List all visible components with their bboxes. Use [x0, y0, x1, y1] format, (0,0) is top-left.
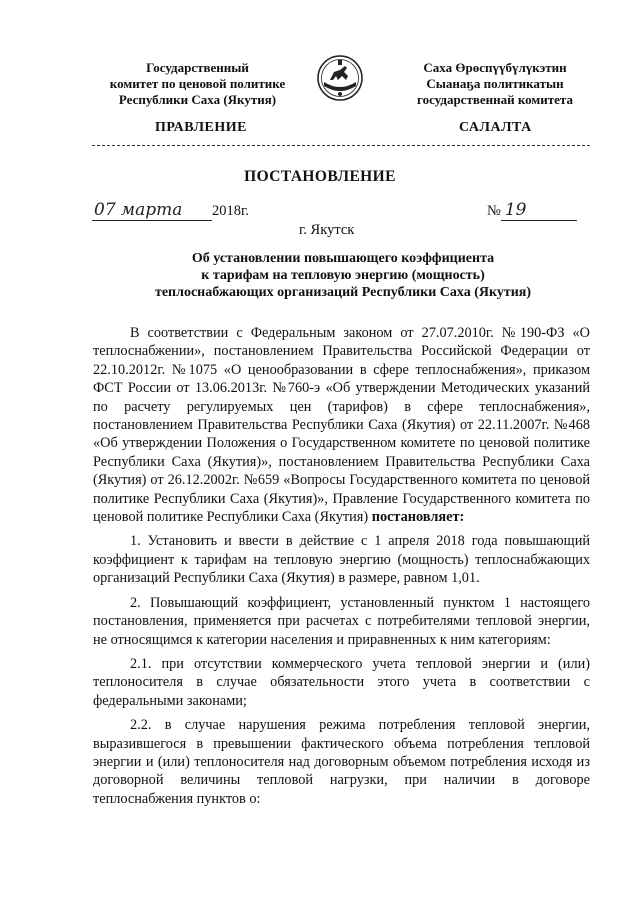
subject-line: Об установлении повышающего коэффициента — [191, 251, 495, 266]
clause-paragraph: 1. Установить и ввести в действие с 1 апреля 2018 года повышающий коэффициент к тарифам на тепловую энергию (мощность) теплоснабжающих организаций Республики Саха (Якутия) в размере, равном 1,01. — [93, 533, 590, 587]
handwritten-date: 07 марта — [92, 200, 212, 221]
clause-paragraph: 2. Повышающий коэффициент, установленный пунктом 1 настоящего постановления, применяется при расчетах с потребителями тепловой энергии, не относящимся к категории населения и приравненных к ним категориям: — [93, 594, 590, 648]
number-line — [487, 200, 577, 221]
header-left-line: Государственный — [146, 60, 249, 75]
handwritten-number: 19 — [501, 200, 577, 221]
header-left-line: комитет по ценовой политике — [109, 76, 286, 91]
header-right-line: Сыанаҕа политикатын — [426, 76, 564, 91]
header-left-line: Республики Саха (Якутия) — [118, 92, 277, 107]
header-right-line: Саха Өрөспүүбүлүкэтин — [423, 60, 567, 75]
coat-of-arms-icon — [316, 52, 364, 104]
clause-paragraph: 2.2. в случае нарушения режима потребления тепловой энергии, выразившегося в превышении фактического объема потребления тепловой энергии и (или) теплоносителя над договорным объемом потребления исходя из договорной величины тепловой нагрузки, при наличии в договоре теплоснабжения пунктов о: — [93, 717, 590, 807]
header-divider — [92, 145, 590, 146]
header-right-block — [390, 60, 600, 108]
date-line — [92, 200, 249, 221]
preamble-text: В соответствии с Федеральным законом от 27.07.2010г. №190-ФЗ «О теплоснабжении», постановлением Правительства Российской Федерации от 22.10.2012г. №1075 «О ценообразовании в сфере теплоснабжения», приказом ФСТ России от 13.06.2013г. №760-э «Об утверждении Методических указаний по расчету регулируемых цен (тарифов) в сфере теплоснабжения», постановлением Правительства Республики Саха (Якутия) от 22.11.2007г. №468 «Об утверждении Положения о Государственном комитете по ценовой политике Республики Саха (Якутия)», постановлением Правительства Республики Саха (Якутия) от 26.12.2002г. №659 «Вопросы Государственного комитета по ценовой политике Республики Саха (Якутия)», Правление Государственного комитета по ценовой политике Республики Саха (Якутия) — [93, 325, 590, 526]
section-left-label: ПРАВЛЕНИЕ — [155, 120, 247, 135]
city-label: г. Якутск — [299, 222, 355, 238]
document-type-title: ПОСТАНОВЛЕНИЕ — [244, 168, 396, 185]
subject-block — [93, 250, 593, 301]
subject-line: теплоснабжающих организаций Республики Саха (Якутия) — [154, 285, 532, 300]
subject-line: к тарифам на тепловую энергию (мощность) — [201, 268, 485, 283]
section-right-label: САЛАЛТА — [459, 120, 532, 135]
number-prefix: № — [487, 203, 501, 219]
preamble-paragraph — [93, 324, 590, 526]
header-left-block — [90, 60, 305, 108]
header-right-line: государственнай комитета — [417, 92, 573, 107]
preamble-verb: постановляет: — [371, 509, 465, 526]
date-year: 2018г. — [212, 203, 249, 219]
clause-paragraph: 2.1. при отсутствии коммерческого учета тепловой энергии и (или) теплоносителя в случае обязательности этого учета в соответствии с федеральными законами; — [93, 655, 590, 709]
document-body — [93, 324, 590, 814]
